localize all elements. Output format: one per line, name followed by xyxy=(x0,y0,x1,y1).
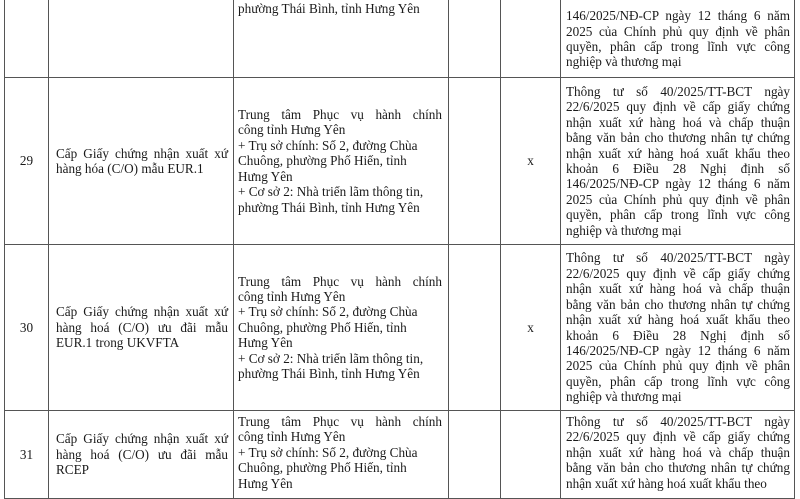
column-b-cell xyxy=(501,411,561,499)
procedure-name-cell: Cấp Giấy chứng nhận xuất xứ hàng hoá (C/O) ưu đãi mẫu RCEP xyxy=(49,411,234,499)
procedure-name-cell: Cấp Giấy chứng nhận xuất xứ hàng hoá (C/O) ưu đãi mẫu EUR.1 trong UKVFTA xyxy=(49,245,234,411)
table-row xyxy=(5,245,795,411)
place-line: phường Thái Bình, tỉnh Hưng Yên xyxy=(238,199,420,215)
procedure-name-cell: Cấp Giấy chứng nhận xuất xứ hàng hóa (C/O) mẫu EUR.1 xyxy=(49,78,234,245)
table-row-partial xyxy=(5,0,795,78)
column-a-cell xyxy=(449,245,501,411)
place-line: Hưng Yên xyxy=(238,168,293,184)
legal-basis-cell xyxy=(561,245,795,411)
stt-cell: 30 xyxy=(5,245,49,411)
table-row xyxy=(5,78,795,245)
place-cell xyxy=(234,0,449,78)
place-cell xyxy=(234,245,449,411)
column-b-cell: x xyxy=(501,78,561,245)
place-line: công tỉnh Hưng Yên xyxy=(238,122,346,138)
place-line: Chuông, phường Phố Hiến, tỉnh xyxy=(238,319,407,335)
place-line: Trung tâm Phục vụ hành chính xyxy=(238,107,442,123)
column-b-cell xyxy=(501,0,561,78)
place-line: Trung tâm Phục vụ hành chính xyxy=(238,414,442,429)
place-line: phường Thái Bình, tỉnh Hưng Yên xyxy=(238,1,420,16)
column-a-cell xyxy=(449,411,501,499)
column-a-cell xyxy=(449,78,501,245)
stt-cell xyxy=(5,0,49,78)
legal-basis-text: Thông tư số 40/2025/TT-BCT ngày 22/6/2025 quy định về cấp giấy chứng nhận xuất xứ hàng hoá và chấp thuận bằng văn bản cho thương nhân tự chứng nhận xuất xứ hàng hoá xuất khẩu theo xyxy=(566,414,790,491)
column-a-cell xyxy=(449,0,501,78)
place-line: Trung tâm Phục vụ hành chính xyxy=(238,273,442,289)
place-line: công tỉnh Hưng Yên xyxy=(238,429,346,445)
legal-basis-cell xyxy=(561,0,795,78)
place-line: Hưng Yên xyxy=(238,335,293,351)
procedures-table xyxy=(4,0,795,499)
procedure-name-cell xyxy=(49,0,234,78)
table-row xyxy=(5,411,795,499)
place-line: + Trụ sở chính: Số 2, đường Chùa xyxy=(238,444,418,460)
legal-basis-cell xyxy=(561,78,795,245)
column-b-cell: x xyxy=(501,245,561,411)
stt-cell: 31 xyxy=(5,411,49,499)
place-line: Hưng Yên xyxy=(238,475,293,491)
place-line: phường Thái Bình, tỉnh Hưng Yên xyxy=(238,366,420,382)
place-line: công tỉnh Hưng Yên xyxy=(238,288,346,304)
place-line: + Trụ sở chính: Số 2, đường Chùa xyxy=(238,304,418,320)
legal-basis-text: 146/2025/NĐ-CP ngày 12 tháng 6 năm 2025 của Chính phủ quy định về phân quyền, phân cấp trong lĩnh vực công nghiệp và thương mại xyxy=(566,8,790,70)
place-line: Chuông, phường Phố Hiến, tỉnh xyxy=(238,460,407,476)
place-line: Chuông, phường Phố Hiến, tỉnh xyxy=(238,153,407,169)
place-line: + Cơ sở 2: Nhà triển lãm thông tin, xyxy=(238,184,424,200)
place-line: + Cơ sở 2: Nhà triển lãm thông tin, xyxy=(238,350,424,366)
place-cell xyxy=(234,411,449,499)
legal-basis-cell xyxy=(561,411,795,499)
place-line: + Trụ sở chính: Số 2, đường Chùa xyxy=(238,137,418,153)
legal-basis-text: Thông tư số 40/2025/TT-BCT ngày 22/6/2025 quy định về cấp giấy chứng nhận xuất xứ hàng hoá và chấp thuận bằng văn bản cho thương nhân tự chứng nhận xuất xứ hàng hoá xuất khẩu theo khoản 6 Điều 28 Nghị định số 146/2025/NĐ-CP ngày 12 tháng 6 năm 2025 của Chính phủ quy định về phân quyền, phân cấp trong lĩnh vực công nghiệp và thương mại xyxy=(566,83,790,238)
place-cell xyxy=(234,78,449,245)
stt-cell: 29 xyxy=(5,78,49,245)
legal-basis-text: Thông tư số 40/2025/TT-BCT ngày 22/6/2025 quy định về cấp giấy chứng nhận xuất xứ hàng hoá và chấp thuận bằng văn bản cho thương nhân tự chứng nhận xuất xứ hàng hoá xuất khẩu theo khoản 6 Điều 28 Nghị định số 146/2025/NĐ-CP ngày 12 tháng 6 năm 2025 của Chính phủ quy định về phân quyền, phân cấp trong lĩnh vực công nghiệp và thương mại xyxy=(566,250,790,405)
